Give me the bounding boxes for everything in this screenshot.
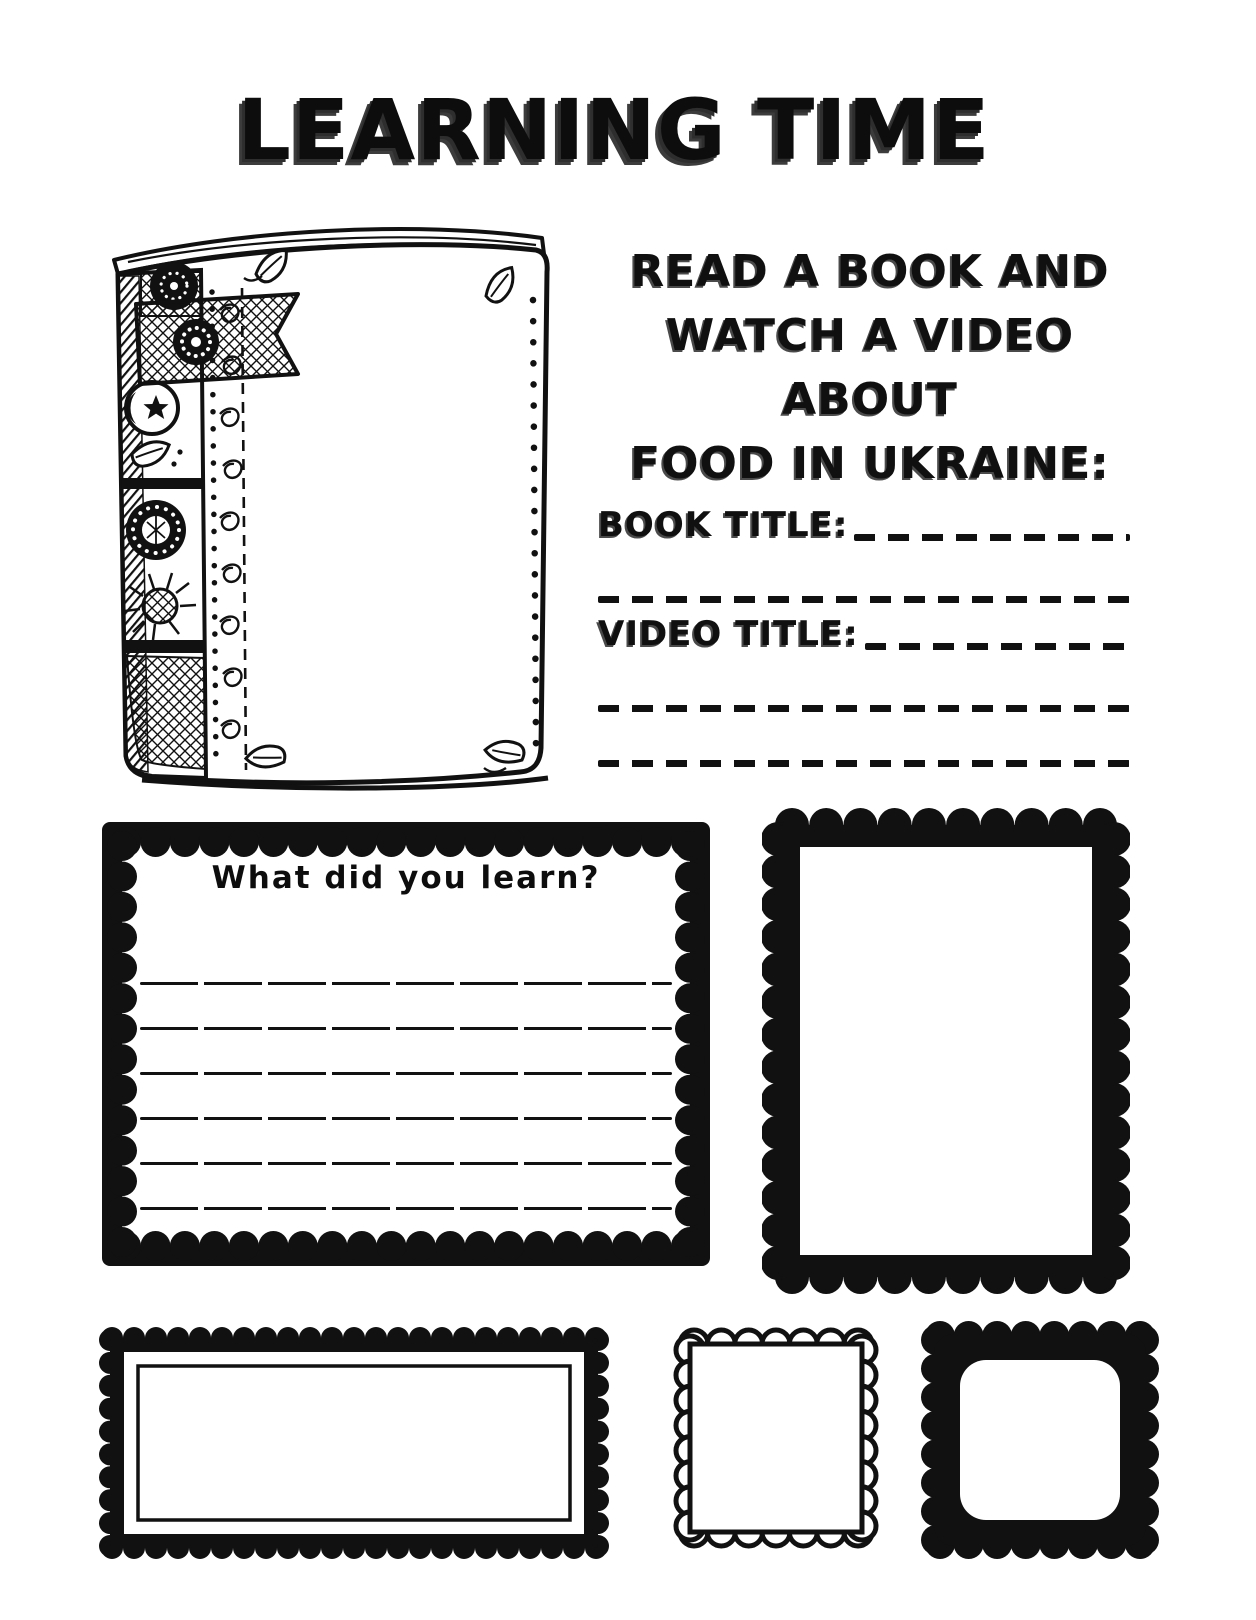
stamp-frame-drawing-area[interactable]: [124, 1352, 584, 1534]
title-fields: [598, 502, 1130, 774]
black-scallop-frame: [918, 1318, 1162, 1562]
writing-line[interactable]: [140, 982, 672, 985]
writing-line[interactable]: [140, 1117, 672, 1120]
book-title-label: BOOK TITLE:: [598, 505, 849, 545]
loop-frame: [658, 1316, 892, 1564]
instruction-line-3: FOOD IN UKRAINE:: [630, 438, 1110, 489]
writing-line[interactable]: [140, 1027, 672, 1030]
learn-writing-area[interactable]: [140, 982, 672, 1210]
instruction-line-2: WATCH A VIDEO ABOUT: [665, 310, 1075, 425]
learn-box-heading: What did you learn?: [211, 860, 601, 896]
writing-line[interactable]: [140, 1072, 672, 1075]
instructions-text: [592, 240, 1148, 496]
video-title-input-line[interactable]: [865, 643, 1130, 650]
video-title-row: [598, 611, 1130, 657]
video-title-extra-line-1[interactable]: [598, 705, 1130, 712]
instruction-line-1: READ A BOOK AND: [630, 246, 1110, 297]
page-title: LEARNING TIME: [237, 81, 991, 179]
writing-line[interactable]: [140, 1162, 672, 1165]
book-title-extra-line[interactable]: [598, 596, 1130, 603]
book-title-input-line[interactable]: [854, 534, 1130, 541]
learn-box-content: [140, 858, 672, 1252]
writing-line[interactable]: [140, 1207, 672, 1210]
video-title-label: VIDEO TITLE:: [598, 614, 859, 654]
decorated-book-illustration: [86, 212, 568, 796]
photo-frame: [762, 795, 1130, 1295]
black-scallop-drawing-area[interactable]: [960, 1360, 1120, 1520]
photo-frame-drawing-area[interactable]: [800, 847, 1092, 1255]
video-title-extra-line-2[interactable]: [598, 760, 1130, 767]
loop-frame-drawing-area[interactable]: [690, 1344, 862, 1532]
bookmark-banner: [136, 294, 298, 384]
stamp-frame: [98, 1326, 610, 1560]
learn-box: [100, 820, 712, 1268]
book-title-row: [598, 502, 1130, 548]
